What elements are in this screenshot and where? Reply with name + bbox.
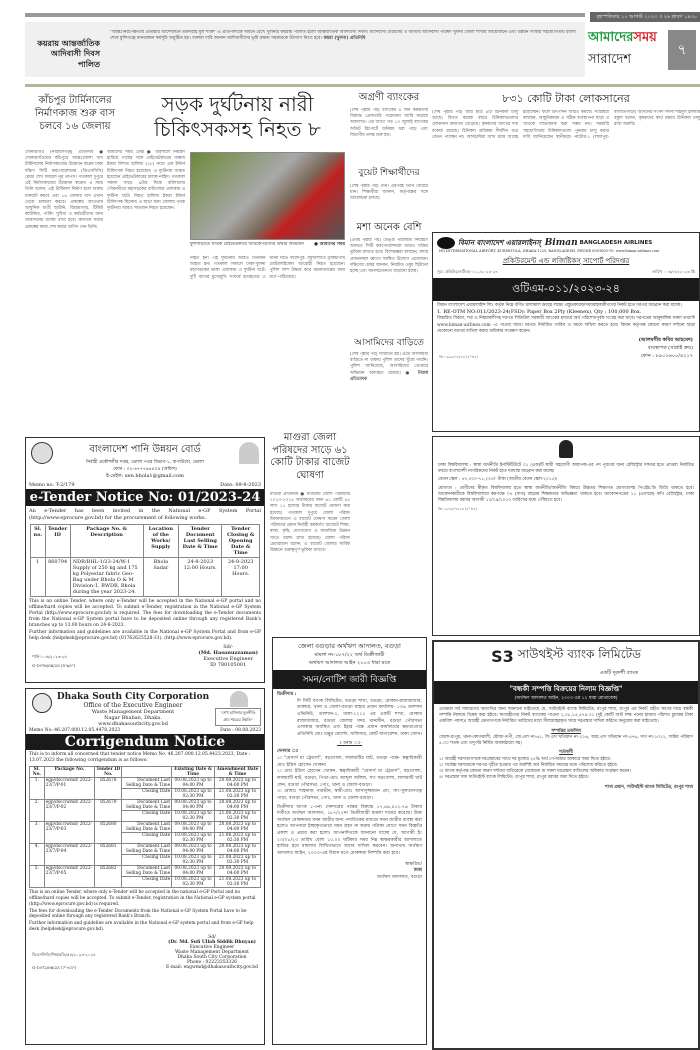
dscc-td: 5. — [30, 866, 45, 888]
mosha-headline[interactable]: মশা অনেক বেশি — [356, 222, 422, 233]
southeast-name: সাউথইস্ট ব্যাংক লিমিটেড — [517, 647, 641, 661]
dscc-td: egp/dscc/wmd/ 2022-23/7/P-05 — [44, 866, 95, 888]
dscc-td: Document Last Selling Date & Time — [122, 822, 172, 833]
dscc-td: 09.08.2023 up to 04:00 PM — [172, 822, 215, 833]
court-title: জেলা বগুড়ার অর্থঋণ আদালত, বগুড়া — [298, 642, 401, 650]
dscc-td: Document Last Selling Date & Time — [122, 778, 172, 789]
bwdb-table — [30, 524, 260, 597]
bwdb-signer-title: Executive Engineer — [203, 655, 253, 662]
dscc-th — [122, 767, 172, 778]
bwdb-td: 860794 — [45, 557, 70, 596]
bwdb-td: Bhola Sadar — [143, 557, 178, 596]
court-law: অর্থঋণ আদালত আইন ২০০৩ ধারা মতে — [308, 660, 391, 666]
court-judge: জজ — [413, 868, 422, 874]
accident-body-1: আমাদের সময় ডেস্ক ● বরিশালে নিয়ন্ত্রণ হারিয়ে গাছের সঙ্গে প্রাইভেটকারের ধাক্কায় ইকরা নিশাত হাফিজ (২৮) নামে এক ইন্টার্ন চিকিৎসক নিহত হয়েছেন। এ দুর্ঘটনায় আহত হয়েছেন প্রাইভেটকারের চালক নাহিদ। গতকাল সকাল সাড়ে ৯টার দিকে বরিশালের গৌরনদীতে মহাসড়কের বাটাজোর এলাকায় এ দুর্ঘটনা ঘটে। নিহত হাফিজ ইকরা ইন্টার্ন চিকিৎসক ছিলেন। এ ছাড়া অন্য জেলায় পৃথক দুর্ঘটনায় আরও সাতজন নিহত হয়েছেন। — [107, 150, 185, 211]
dscc-td: egp/dscc/wmd/ 2022-23/7/P-01 — [44, 778, 95, 800]
court-debtor: ২। মোঃ ইদ্রিস হোসেন খোকন, স্বত্বাধিকারী "মেসার্স মা ট্রেডার্স", বড়গোলা, লালমাটি ঘাট, বগুড়া, পিতা-মোঃ আব্দুল জলিল, সাং বড়গোলা, লালমাটি ঘাট লেন, বগুড়া পৌরসভা, পোঃ, থানা ও জেলা-বগুড়া। — [277, 769, 422, 788]
dscc-dept: Waste Management Department — [91, 709, 175, 715]
section-title: সারাদেশ — [588, 52, 632, 67]
dscc-td: Closing Date — [122, 833, 172, 844]
court-sign — [277, 862, 422, 882]
agrani-headline[interactable]: অগ্রণী ব্যাংকের — [358, 92, 420, 103]
court-debtor-label: দেনদার ঃ — [277, 749, 299, 755]
dscc-td: 10.08.2023 up to 02:30 PM — [172, 877, 215, 888]
portrait-icon — [239, 442, 259, 464]
table-row — [30, 822, 261, 833]
dscc-ref: ডিএসসিসি/পিআরডি/৫৪/২০২৩-২০২৪ — [32, 951, 96, 957]
bwdb-notice-title: e-Tender Notice No: 01/2023-24 — [26, 489, 264, 506]
dscc-td: 09.08.2023 up to 04:00 PM — [172, 778, 215, 789]
bwdb-th: Location of the Works/ Supply — [143, 524, 178, 557]
du-salary: বেতন স্কেল : ৫০,০০০-৭১,২০০/- টাকা (জাতীয় বেতন স্কেল-২০১৫)। — [438, 477, 558, 483]
bwdb-th: Sl. no. — [31, 524, 46, 557]
asamider-credit: ● নিজস্ব প্রতিবেদক — [350, 370, 428, 382]
southeast-term: ২। সর্বোচ্চ দরদাতাকে দরপত্র গৃহীত হওয়ার পর অবশিষ্ট অর্থ নির্ধারিত সময়ের মধ্যে পরিশোধ করিতে হইবে। — [439, 762, 618, 768]
dscc-td: Closing Date — [122, 811, 172, 822]
dscc-signer-title: Executive Engineer — [189, 944, 235, 950]
asamider-headline[interactable]: আসামিদের বাড়িতে — [354, 338, 424, 348]
dscc-table — [29, 766, 261, 888]
strip-text — [110, 30, 578, 74]
du-body-wrap — [433, 461, 699, 514]
brand-part2: সময় — [633, 30, 657, 45]
bwdb-intro: An e-Tender has been invited in the National e-GP System Portal (http://www.eprocure.gov.bd) for the procurement of following works. — [29, 508, 261, 521]
table-row — [30, 844, 261, 855]
dscc-td: 09.08.2023 up to 04:00 PM — [172, 800, 215, 811]
dscc-td: 10.08.2023 up to 02:30 PM — [172, 833, 215, 844]
caption-credit: ● আমাদের সময় — [314, 242, 345, 247]
dscc-td: 20.08.2023 up to 04:00 PM — [214, 844, 260, 855]
buet-body: (শেষ পৃষ্ঠার পর) দেন। এরপরই তিনি বেরিয়ে যান। শিক্ষার্থীরা জানান, কর্তৃপক্ষের সঙ্গে আলোচনা চলছে। — [350, 184, 428, 202]
dscc-td: Document Last Selling Date & Time — [122, 800, 172, 811]
southeast-body-wrap — [434, 704, 698, 795]
bwdb-para1: This is an online Tender, where only e-Tender will be accepted in the National e-GP portal and no offline/hard copies will be accepted. To submit e-Tender, registration in the National e-GP System Portal (http://www.eprocure.gov.bd) is required. The fees for downloading the e-Tender documents from the National e-GP System portal have to be deposited online through any registered Bank's branches up to 13.00 hours on 24-8-2023. — [29, 598, 261, 628]
bwdb-td: 1 — [31, 557, 46, 596]
dscc-th: Sl. No. — [30, 767, 45, 778]
asamider-body — [350, 352, 428, 396]
biman-brand-bn: বিমান বাংলাদেশ এয়ারলাইনস্ — [458, 238, 541, 247]
dscc-footer — [26, 935, 264, 973]
dscc-para1: This is an online Tender, where only e-Tender will be accepted in the national e-GP Portal and no offline/hard copies will be accepted. To submit e-Tender, registration in the National e-GP system portal (http://www.eprocure.gov.bd) is required. — [29, 890, 256, 907]
bwdb-table-wrap — [26, 524, 264, 597]
bwdb-memo: Memo no. T-2/179 — [29, 482, 75, 488]
dscc-para2: The fees for downloading the e-Tender Documents from the National e-GP System Portal have to be deposited online through any registered Bank's Branch. — [29, 908, 247, 920]
biman-brand-en: Biman — [544, 238, 578, 248]
dscc-td: 10.08.2023 up to 02:30 PM — [172, 789, 215, 800]
dscc-td: Closing Date — [122, 877, 172, 888]
bwdb-td: 24-8-2023 12:00 Hours. — [179, 557, 222, 596]
du-body-1: ঢাকা বিশ্ববিদ্যালয় : স্বাস্থ্য অর্থনীতি ইনস্টিটিউটে ০১ (এক)টি স্থায়ী সহযোগী অধ্যাপক-এর পদ পূরণের জন্য রেজিস্ট্রার দফতর হতে প্রাপ্তব্য নির্ধারিত ফরমে বাংলাদেশী নাগরিকদের নিকট হতে দরখাস্ত আহ্বান করা যাচ্ছে। — [438, 463, 694, 475]
court-sign-text: স্বাক্ষরিত/ — [405, 861, 422, 867]
magura-body: মাগুরা প্রতিনিধি ● মাগুরায় জেলা পরিষদের ২০২৩-২০২৪ অর্থবছরের জন্য ৬১ কোটি ৪৫ লাখ ১১ হাজার টাকার বাজেট ঘোষণা করা হয়েছে। গতকাল দুপুরে জেলা পরিষদ মিলনায়তনে এ বাজেট ঘোষণা করেন জেলা পরিষদের প্রধান নির্বাহী কর্মকর্তা। বাজেটে শিক্ষা, স্বাস্থ্য, কৃষি, যোগাযোগ ও সামাজিক উন্নয়ন খাতে বরাদ্দ রাখা হয়েছে। জেলা পরিষদ চেয়ারম্যান বলেন, এ বাজেট জেলার সার্বিক উন্নয়নে গুরুত্বপূর্ণ ভূমিকা রাখবে। — [270, 492, 350, 553]
mosha-body: (প্রথম পৃষ্ঠার পর) ডেঙ্গু পরিস্থিতি নিয়ন্ত্রণে আনতে সিটি করপোরেশনকে আরও সক্রিয় ভূমিকা রাখতে হবে। বিশেষজ্ঞরা বলছেন, মশার প্রজননস্থল ধ্বংসে সমন্বিত উদ্যোগ প্রয়োজন। দক্ষিণের মেয়র জানান, নিয়মিত ওষুধ ছিটানো হচ্ছে এবং জনসচেতনতা বাড়ানো হচ্ছে। — [350, 238, 428, 275]
dscc-td: 852681 — [95, 844, 122, 866]
dscc-signer-org: Dhaka South City Corporation — [177, 954, 247, 960]
biman-signer: (আলমগীর কবির আহমেদ) — [638, 337, 693, 344]
dscc-sign — [166, 935, 258, 970]
dscc-td: 20.08.2023 up to 04:00 PM — [214, 866, 260, 877]
dscc-td: 21.08.2023 up to 02:30 PM — [214, 877, 260, 888]
kanchpur-headline[interactable]: কাঁচপুর টার্মিনালের নির্মাণকাজ শুরু বাস চলবে ১৬ জেলায় — [35, 95, 115, 132]
court-versus: -ঃ বনাম ঃ- — [336, 740, 363, 746]
dscc-ad — [25, 688, 265, 1045]
dscc-td: 852682 — [95, 866, 122, 888]
dscc-td: 20.08.2023 up to 04:00 PM — [214, 778, 260, 789]
dscc-td: 21.08.2023 up to 02:30 PM — [214, 789, 260, 800]
bwdb-logo-icon — [31, 442, 53, 464]
southeast-term: ৪। দরপ্রস্তাব খাম সাউথইস্ট ব্যাংক লিমিটেড, রংপুর শাখা, রংপুর বরাবর জমা দিতে হইবে। — [439, 775, 589, 781]
dscc-td: 3. — [30, 822, 45, 844]
bwdb-signer-id: ID 780105001 — [210, 661, 247, 668]
dscc-th: Existing Date & Time — [172, 767, 215, 778]
dscc-td: egp/dscc/wmd/ 2022-23/7/P-03 — [44, 822, 95, 844]
agrani-body: (শেষ পৃষ্ঠার পর) ব্যাংকের ৪ জন কর্মকর্তার বিরুদ্ধে প্রেফতারি পরোয়ানা জারি করেছে আদালত। এর আগে গত ১০ জুলাই ব্যাংকের অডিট রিপোর্টে অনিয়ম ধরা পড়ে এবং বিভাগীয় তদন্ত শুরু হয়। — [350, 108, 428, 138]
dscc-code: G-1972/08/23 (7"×3") — [32, 964, 77, 970]
court-ad — [272, 637, 427, 1045]
loss-headline[interactable]: ৮৩১ কোটি টাকা লোকসানের — [502, 92, 630, 105]
biman-sign — [639, 337, 693, 361]
strip-body: "আন্তঃনিরপেক্ষতার প্রতিষ্ঠার আন্দোলনে তরুণরাই মূল শক্তি" এ প্রতিপাদ্যকে সামনে রেখে খুলনার কয়রায় পালিত হলো আন্তর্জাতিক আদিবাসী দিবস। আদিবাসী মেয়েদের ও জাতীয় আদিবাসী পরিষদ খুলনা জেলা শাখার আয়োজনে এবং উন্নয়ন সংস্থার সহযোগিতায় র‍্যালি শেষে মুন্সিগঞ্জে মানববন্ধন কর্মসূচি অনুষ্ঠিত হয়। বক্তারা দাবি জানান আদিবাসীদের ভূমি রক্ষায় সরকারকে উদ্যোগ নিতে হবে। — [110, 30, 576, 41]
dscc-notice-title: Corrigendum Notice — [26, 734, 264, 750]
table-row — [31, 557, 260, 596]
court-body: ডিক্রীদার ব্যাংক ১-৩নং দেনদারের পক্ষের বিরুদ্ধে ১৭,৬৯,৪১২.৭৬ টাকার দাবীতে অর্থঋণ আদালত, ১৮৭/২২নং ডিক্রীজারী মামলা দায়ের করেছে। উক্ত অর্থঋণ মোকদ্দমার সমন জারীর জন্য পদাতিকের মাধ্যমে সমন জারীর ব্যবস্থা করা হলেও আপনারা ইচ্ছাকৃতভাবে সমন গ্রহণ না করায় পত্রিকা যোগে সমন বিজ্ঞপ্তি প্রকাশ ও প্রচার করা হলো। আপনাদিগকে জানানো যাচ্ছে যে, আগামী ইং ২৩/০৮/২৩ তারিখ বেলা ১০.০০ ঘটিকার সময় নিম্ন স্বাক্ষরকারীর আদালতে হাজির হয়ে মামলায় লিখিতভাবে জবাব দাখিল করবেন। অন্যথায় অর্থঋণ আদালত আইন, ২০০৩-এর বিধান মতে মোকদ্দমা নিষ্পত্তি করা হবে। — [277, 804, 422, 857]
dscc-td: Document Last Selling Date & Time — [122, 866, 172, 877]
bwdb-th: Tender Closing & Opening Date & Time — [222, 524, 260, 557]
southeast-ad — [432, 640, 700, 1050]
biman-address: HQ INTERNATIONAL AIRPORT, KURMITOLA, DHAKA-1229, BANGLADESH, PHONE 8901600-19, www.biman-airlines.com — [439, 249, 660, 253]
biman-footer — [433, 337, 699, 364]
dscc-date: Date : 08.08.2023 — [220, 728, 261, 733]
page-number: ৭ — [668, 30, 696, 70]
southeast-term: ৩। ব্যাংক কর্তৃপক্ষ কোনো কারণ দর্শানো ব্যতিরেকে যেকোনো বা সকল দরপ্রস্তাব বাতিলের অধিকার সংরক্ষণ করেন। — [439, 768, 631, 774]
dscc-signer-phone: Phone : 02223353326 — [186, 959, 238, 965]
dscc-td: 10.08.2023 up to 02:30 PM — [172, 811, 215, 822]
strip-title: কয়রায় আন্তর্জাতিক আদিবাসী দিবস পালিত — [37, 38, 100, 69]
biman-signer-title: ব্যবস্থাপক (সাপ্লাই ক্রয়) — [647, 345, 693, 352]
biman-logo-icon — [437, 237, 455, 249]
magura-headline[interactable]: মাগুরা জেলা পরিষদের সাড়ে ৬১ কোটি টাকার বাজেট ঘোষণা — [270, 432, 350, 481]
biman-ad — [432, 232, 700, 432]
biman-code: জি-১৯৯৫/০৮/২৩ (৫"×৪) — [439, 355, 478, 360]
court-debtor: ৩। মোছাঃ শাহনাজ পারভীন, স্বামী-মোঃ আসাদুজ্জামান প্রাং, সাং-সুলতানগঞ্জ পাড়া, বগুড়া পৌরসভা, পোঃ, থানা ও জেলা-বগুড়া। — [277, 789, 422, 801]
dscc-th: Tender ID No. — [96, 767, 121, 778]
brand-logo[interactable] — [588, 30, 664, 46]
court-case: মামলা নং-১৮৭/২২ অর্থ ডিক্রীজারী — [314, 652, 385, 658]
southeast-notice-title: "বন্ধকী সম্পত্তি বিক্রয়ের নিলাম বিজ্ঞপ্তি" — [509, 684, 623, 693]
brand-part1: আমাদের — [588, 30, 634, 45]
dscc-signer-email: E-mail: engwmd@dhakasouthcity.gov.bd — [165, 964, 258, 970]
bwdb-code: G-1976/08/23 (5"x3") — [32, 662, 76, 668]
bwdb-th: Tender Document Last Selling Date & Time — [179, 524, 222, 557]
buet-headline[interactable]: বুয়েট শিক্ষার্থীদের — [358, 168, 420, 178]
dscc-td: 852679 — [95, 800, 122, 822]
biman-phone: ফোন : ৮৯০১৬০০/৪২১৭ — [640, 353, 693, 360]
dscc-slogan: "শেখ হাসিনার মূলনীতি গ্রাম শহরের উন্নতি" — [215, 708, 261, 726]
dscc-td: 20.08.2023 up to 04:00 PM — [214, 822, 260, 833]
dscc-td: 10.08.2023 up to 02:30 PM — [172, 855, 215, 866]
dscc-address: Nagar Bhaban, Dhaka. — [104, 715, 162, 721]
dscc-td: 20.08.2023 up to 04:00 PM — [214, 800, 260, 811]
biman-item: 1. RE-OTM NO:011/2023-24(FSD): Paper Box 2Ply (Kleenex), Qty : 100,000 Box. — [437, 309, 642, 316]
biman-ref: সূত্র: প্রকিউর/ওটিএম-০১১/২০২৩-২৪ — [437, 269, 498, 274]
bwdb-office: নির্বাহী প্রকৌশলীর দপ্তর, ভোলা পওর বিভাগ-১, বাপাউবো, ভোলা — [86, 460, 204, 465]
dscc-td: Closing Date — [122, 789, 172, 800]
dscc-td: 21.08.2023 up to 02:30 PM — [214, 855, 260, 866]
biman-intro: বিমান বাংলাদেশ এয়ারলাইন্স লিঃ কর্তৃক নিম্নে বর্ণিত মালামাল ক্রয়ের লক্ষ্যে প্রস্তুতকারক/সরবরাহকারীগণের নিকট হতে দরপত্র আহ্বান করা যাচ্ছে। — [437, 303, 682, 308]
southeast-schedule: জেলা-রংপুর, থানা-কোতয়ালী, মৌজা-তপী, জে.এল নং-৬১, সি.এস খতিয়ান নং-২১৬, আর.এস খতিয়ান নং-৪৭৬, দাগ নং-১০২২, জমির পরিমাণ ৫.০০ শতক এবং তদুপরি নির্মিত অবকাঠামো সহ। — [439, 734, 693, 747]
asamider-body-cont — [352, 400, 428, 625]
dscc-td: 4. — [30, 844, 45, 866]
caption-text: ফুলবাড়ীতে ঘাতক প্রাইভেটকারে আটকেপড়াদের উদ্ধার অভিযান — [190, 242, 304, 247]
accident-photo — [190, 152, 345, 240]
biman-notice-no: ওটিএম-০১১/২০২৩-২৪ — [433, 278, 699, 301]
southeast-signer: শাখা প্রধান, সাউথইস্ট ব্যাংক লিমিটেড, রংপুর শাখা — [605, 785, 693, 791]
dscc-web: www.dhakasouthcity.gov.bd — [98, 721, 168, 727]
dscc-sd: Sd/ — [208, 934, 216, 940]
bwdb-sd: Sd/- — [223, 643, 234, 650]
dscc-signer-dept: Waste Management Department — [174, 949, 249, 955]
accident-body-2: নিহত হন। এই দুর্ঘটনায় আরও তিনজন আহত হন। গতকাল সকালে ঢাকা-খুলনা মহাসড়কের ভাঙ্গা এলাকায় এ দুর্ঘটনা ঘটে। দুটি বাসের মুখোমুখি সংঘর্ষে হতাহতের এ ঘটনা ঘটে। ফরিদপুর: মধুখালীতে ট্রাকচাপায় মোটরসাইকেল আরোহী নিহত হয়েছেন। পুলিশ লাশ উদ্ধার করে ময়নাতদন্তের জন্য মর্গে পাঠিয়েছে। — [190, 256, 345, 280]
du-logo-icon — [559, 440, 573, 458]
bwdb-td: 24-8-2023 17:00 Hours. — [222, 557, 260, 596]
bwdb-email: ই-মেইল: xen.bhola1@gmail.com — [106, 473, 184, 479]
southeast-logo-icon: S3 — [491, 646, 514, 666]
bwdb-sign — [198, 644, 258, 668]
dscc-td: 21.08.2023 up to 02:30 PM — [214, 833, 260, 844]
bwdb-signer: (Md. Hasanuzzaman) — [198, 649, 258, 656]
biman-body: বিস্তারিত বিবরণ, শর্ত ও নিয়মাবলীসহ দরপত্র সিডিউল সরকারী ব্যাংকের মাধ্যমে অর্থ পরিশোধপূর্বক সংগ্রহ করা যাবে। দরপত্রের আনুষাঙ্গিক সকল তথ্যাদি www.biman-airlines.com -এ পাওয়া যাবে। দরপত্র নির্ধারিত তারিখ ও সময়ে দাখিল করতে হবে। বিমান কর্তৃপক্ষ কোনো কারণ দর্শানো ছাড়া যেকোনো দরপত্র বাতিল করার অধিকার সংরক্ষণ করেন। — [437, 316, 695, 334]
dscc-td: 2. — [30, 800, 45, 822]
dscc-td: egp/dscc/wmd/ 2022-23/7/P-02 — [44, 800, 95, 822]
dscc-th: Package No. — [44, 767, 95, 778]
dscc-memo: Memo No.-46.207.000.12.05.4478.2023 — [29, 728, 121, 733]
du-code: জি-১৯৭৬/০৮/২৩ (৫"×৪) — [438, 507, 477, 512]
southeast-term: ১। আগ্রহী দরদাতাগণকে দরপ্রস্তাবের সাথে দর মূল্যের ২৫% অর্থ পে-অর্ডার আকারে জমা দিতে হইবে। — [439, 756, 611, 762]
portrait-icon — [230, 691, 248, 707]
biman-date: তারিখ : ০৬/০৮/২০২৩ খ্রি — [652, 269, 695, 274]
dscc-td: 852680 — [95, 822, 122, 844]
dscc-para3: Further information and guideline are available in the National e-GP system portal and from e-GP help desk (helpdesk@eprocure.gov.bd). — [29, 921, 254, 932]
photo-caption — [190, 242, 345, 252]
dscc-th: Amendment Date & Time — [214, 767, 260, 778]
southeast-title-bar — [434, 681, 698, 704]
court-decree-label: ডিক্রীদার : — [277, 692, 297, 697]
bwdb-th: Package No. & Description — [70, 524, 143, 557]
table-row — [30, 866, 261, 877]
court-name: অর্থঋণ আদালত, বগুড়া — [376, 875, 422, 881]
bwdb-footer-left — [32, 654, 75, 668]
loss-body: (শেষ পৃষ্ঠার পর) আর মাত্র ৪টি চিনিকল চালু আছে। বিগত কয়েক বছরে চিনিকলগুলোর লোকসান ক্রমাগত বেড়েছে। কৃষকদের আখের দাম বকেয়া রয়েছে। চিনিকল শ্রমিকরা দীর্ঘদিন ধরে বেতন পাচ্ছেন না। আখচাষিরা আখ চাষে আগ্রহ হারাচ্ছেন। ফলে উৎপাদন আরও কমছে। সংশ্লিষ্টরা বলছেন, আধুনিকায়ন ও সঠিক ব্যবস্থাপনা ছাড়া এ খাতকে লাভজনক করা সম্ভব নয়। সরকারি সহযোগিতায় চিনিকলগুলো পুনরায় চালু করার দাবি জানিয়েছেন স্থানীয়রা। নাটোর-১ (লালপুর-বাগাতিপাড়া) আসনের সংসদ সদস্য শহিদুল ইসলাম বকুল বলেন, কৃষকদের স্বার্থ রক্ষায় চিনিকল চালু রাখা জরুরি। — [432, 110, 700, 140]
bwdb-para2: Further information and guidelines are available in the National e-GP System Portal and from e-GP help desk (helpdesk@eprocure.gov.bd) (01762625528-31). (http://www.eprocure.gov.bd). — [29, 629, 261, 641]
bwdb-date: Date: 09-8-2023 — [220, 482, 261, 488]
dscc-logo-icon — [32, 693, 52, 713]
dscc-td: egp/dscc/wmd/ 2022-23/7/P-04 — [44, 844, 95, 866]
biman-brand-en2: BANGLADESH AIRLINES — [579, 240, 653, 246]
dscc-title: Dhaka South City Corporation — [56, 692, 210, 702]
bwdb-title: বাংলাদেশ পানি উন্নয়ন বোর্ড — [89, 444, 201, 455]
bwdb-ref: পানি-১০৬/২০২৩-২৪ — [32, 653, 67, 659]
court-body-wrap — [273, 689, 426, 885]
table-row — [30, 800, 261, 811]
asamider-text: (শেষ পৃষ্ঠার পর) সংঘটিত হয়। এতে আসামিরা বাড়িতে না থাকায় পুলিশ তাদের খুঁজে পায়নি। পুলিশ জানিয়েছে, আসামিদের গ্রেপ্তারে অভিযান অব্যাহত রয়েছে। — [350, 352, 428, 376]
table-row — [30, 778, 261, 789]
dscc-footer-left — [32, 952, 96, 970]
southeast-law: (অর্থঋণ আদালত আইন, ২০০৩ এর ১২ ধারা মোতাবেক) — [514, 696, 618, 701]
court-notice-title: সমন/নোটিশ জারী বিজ্ঞপ্তি — [273, 670, 426, 689]
du-body-2: যোগ্যতা : প্রার্থীদের স্বীকৃত বিশ্ববিদ্যালয় হতে স্বাস্থ্য অর্থনীতি/অর্থনীতি বিষয়ে উচ্চতর শিক্ষাগত যোগ্যতাসহ পিএইচ.ডি ডিগ্রি থাকতে হবে। আবেদনকারীকে বিশ্ববিদ্যালয়ে কমপক্ষে ০৭ (সাত) বছরের শিক্ষকতার অভিজ্ঞতা থাকতে হবে। আবেদনপত্রের ১১ (এগারো) কপি রেজিস্ট্রার, ঢাকা বিশ্ববিদ্যালয় বরাবর আগামী ১০/০৯/২০২৩ তারিখের মধ্যে পৌঁছাতে হবে। — [438, 485, 694, 504]
dscc-table-wrap — [26, 766, 264, 888]
biman-dept: প্রকিউরমেন্ট এন্ড লজিষ্টিকস্ সাপোর্ট পরিদপ্তর — [502, 257, 630, 265]
bwdb-ad — [25, 437, 265, 683]
biman-body-wrap — [433, 301, 699, 337]
dscc-td: 09.08.2023 up to 04:00 PM — [172, 844, 215, 855]
dscc-signer: (Dr. Md. Sufi Ullah Siddik Bhuyan) — [168, 939, 256, 945]
dscc-intro: This is to inform all concerned that tender notice Memo No. 46.207.000.12.05.4423.2023, Date : 13.07.2023 the following corrigendum is as follows: — [29, 752, 251, 764]
dscc-td: 21.08.2023 up to 02:30 PM — [214, 811, 260, 822]
dscc-paras — [26, 888, 264, 935]
du-ad — [432, 436, 700, 636]
date-line: বৃহস্পতিবার ১০ আগস্ট ২০২৩ ॥ ২৬ শ্রাবণ ১৪৩০ — [590, 12, 700, 22]
dscc-td: 1. — [30, 778, 45, 800]
southeast-terms-title: শর্তাবলী — [559, 750, 573, 756]
dscc-td: 852678 — [95, 778, 122, 800]
dscc-office: Office of the Executive Engineer — [83, 702, 183, 709]
southeast-body: এতদ্বারা সর্ব সাধারণের অবগতির জন্য জানানো যাইতেছে যে, সাউথইস্ট ব্যাংক লিমিটেড, রংপুর শাখা, রংপুর এর নিকট গ্রহীত ঋণের দায়ে বন্ধকী সম্পত্তি নিলামে বিক্রয় করা হইবে। ঋণগ্রহীতার নিকট ব্যাংকের পাওনা ২,০৮,১৫,৫৭৪.৩১ (দুই কোটি আট লক্ষ পনের হাজার পাঁচশত চুয়াত্তর টাকা একত্রিশ পয়সা)। আগ্রহী ক্রেতাগণকে নির্ধারিত তারিখের মধ্যে সীলমোহরকৃত খামে দরপ্রস্তাব দাখিল করিতে অনুরোধ করা যাইতেছে। — [439, 707, 693, 725]
court-debtor: ১। "মেসার্স মা ট্রেডার্স", বড়গোলা, লালমাটির ঘাট, বগুড়া পক্ষে- স্বত্বাধিকারী মোঃ ইদ্রিস হোসেন খোকন। — [277, 755, 422, 768]
court-decree-text: দি সিটি ব্যাংক লিমিটেড, বগুড়া শাখা, বগুড়া; মোকাম-রাজাবাজার, ডাকঘর, থানা ও জেলা-বগুড়া যাহার প্রধান কার্যালয়- ১৩৬ গুলশান এভিনিউ, গুলশান-২, ঢাকা-১২১২ এর একটি শাখা, মোকাম রাজাবাজার, বগুড়া জেলার সদর থানাধীন, বগুড়া পৌরসভা এলাকায় অবস্থিত এবং ইহার পক্ষে প্রধান কার্যালয়ের ক্ষমতাপ্রাপ্ত প্রতিনিধি মোঃ মঞ্জুর মোর্শেদ, অফিসার, কোর্ট অপারেশন, ঢাকা জোন। — [297, 698, 423, 737]
southeast-schedule-title: সম্পত্তির তফসিল — [551, 728, 581, 734]
bwdb-td: NDR/BHL-1/23-24/W-1 Supply of 250 kg and 175 kg Polyestar fabric Geo-Bag under Bhola O & M Division-1, BWDB, Bhola during the year 2023-24. — [70, 557, 143, 596]
dscc-td: 09.08.2023 up to 04:00 PM — [172, 866, 215, 877]
bwdb-footer — [26, 643, 264, 670]
header-rule — [25, 84, 700, 87]
top-rule — [25, 13, 585, 17]
dscc-td: Closing Date — [122, 855, 172, 866]
accident-headline[interactable]: সড়ক দুর্ঘটনায় নারী চিকিৎসকসহ নিহত ৮ — [154, 92, 321, 141]
southeast-tagline: একটি দূরদর্শী ব্যাংক — [599, 670, 638, 676]
kanchpur-body: সোনারগাঁও (নারায়ণগঞ্জ) প্রতিনিধি ● সোনারগাঁওয়ের কাঁচপুরে আন্তঃজেলা বাস টার্মিনালের নির্মাণকাজের উদ্বোধন করেন ঢাকা দক্ষিণ সিটি করপোরেশনের (ডিএসসিসি) মেয়র শেখ ফজলে নূর তাপস। গতকাল দুপুরে এই নির্মাণকাজের উদ্বোধন করেন। এ সময় তিনি বলেন, এই টার্মিনাল নির্মাণ হলে ঢাকার যানজট কমবে এবং ১৬ জেলার বাস এখান থেকে চলাচল করবে। প্রকল্পের আওতায় আধুনিক যাত্রী ছাউনি, বিশ্রামাগার, টিকিট কাউন্টার, পার্কিং সুবিধা ও কর্মচারীদের জন্য আবাসনের ব্যবস্থা রাখা হবে। দ্রুততম সময়ে প্রকল্পের কাজ শেষ করার তাগিদ দেন তিনি। — [25, 150, 103, 230]
bwdb-th: Tender ID — [45, 524, 70, 557]
strip-credit: কয়রা (খুলনা) প্রতিনিধি — [323, 35, 366, 41]
dscc-td: Document Last Selling Date & Time — [122, 844, 172, 855]
bwdb-phone: ফোন : ০২-৪৭৭৭৯৪৪০৯ (অফিস) — [113, 467, 177, 472]
